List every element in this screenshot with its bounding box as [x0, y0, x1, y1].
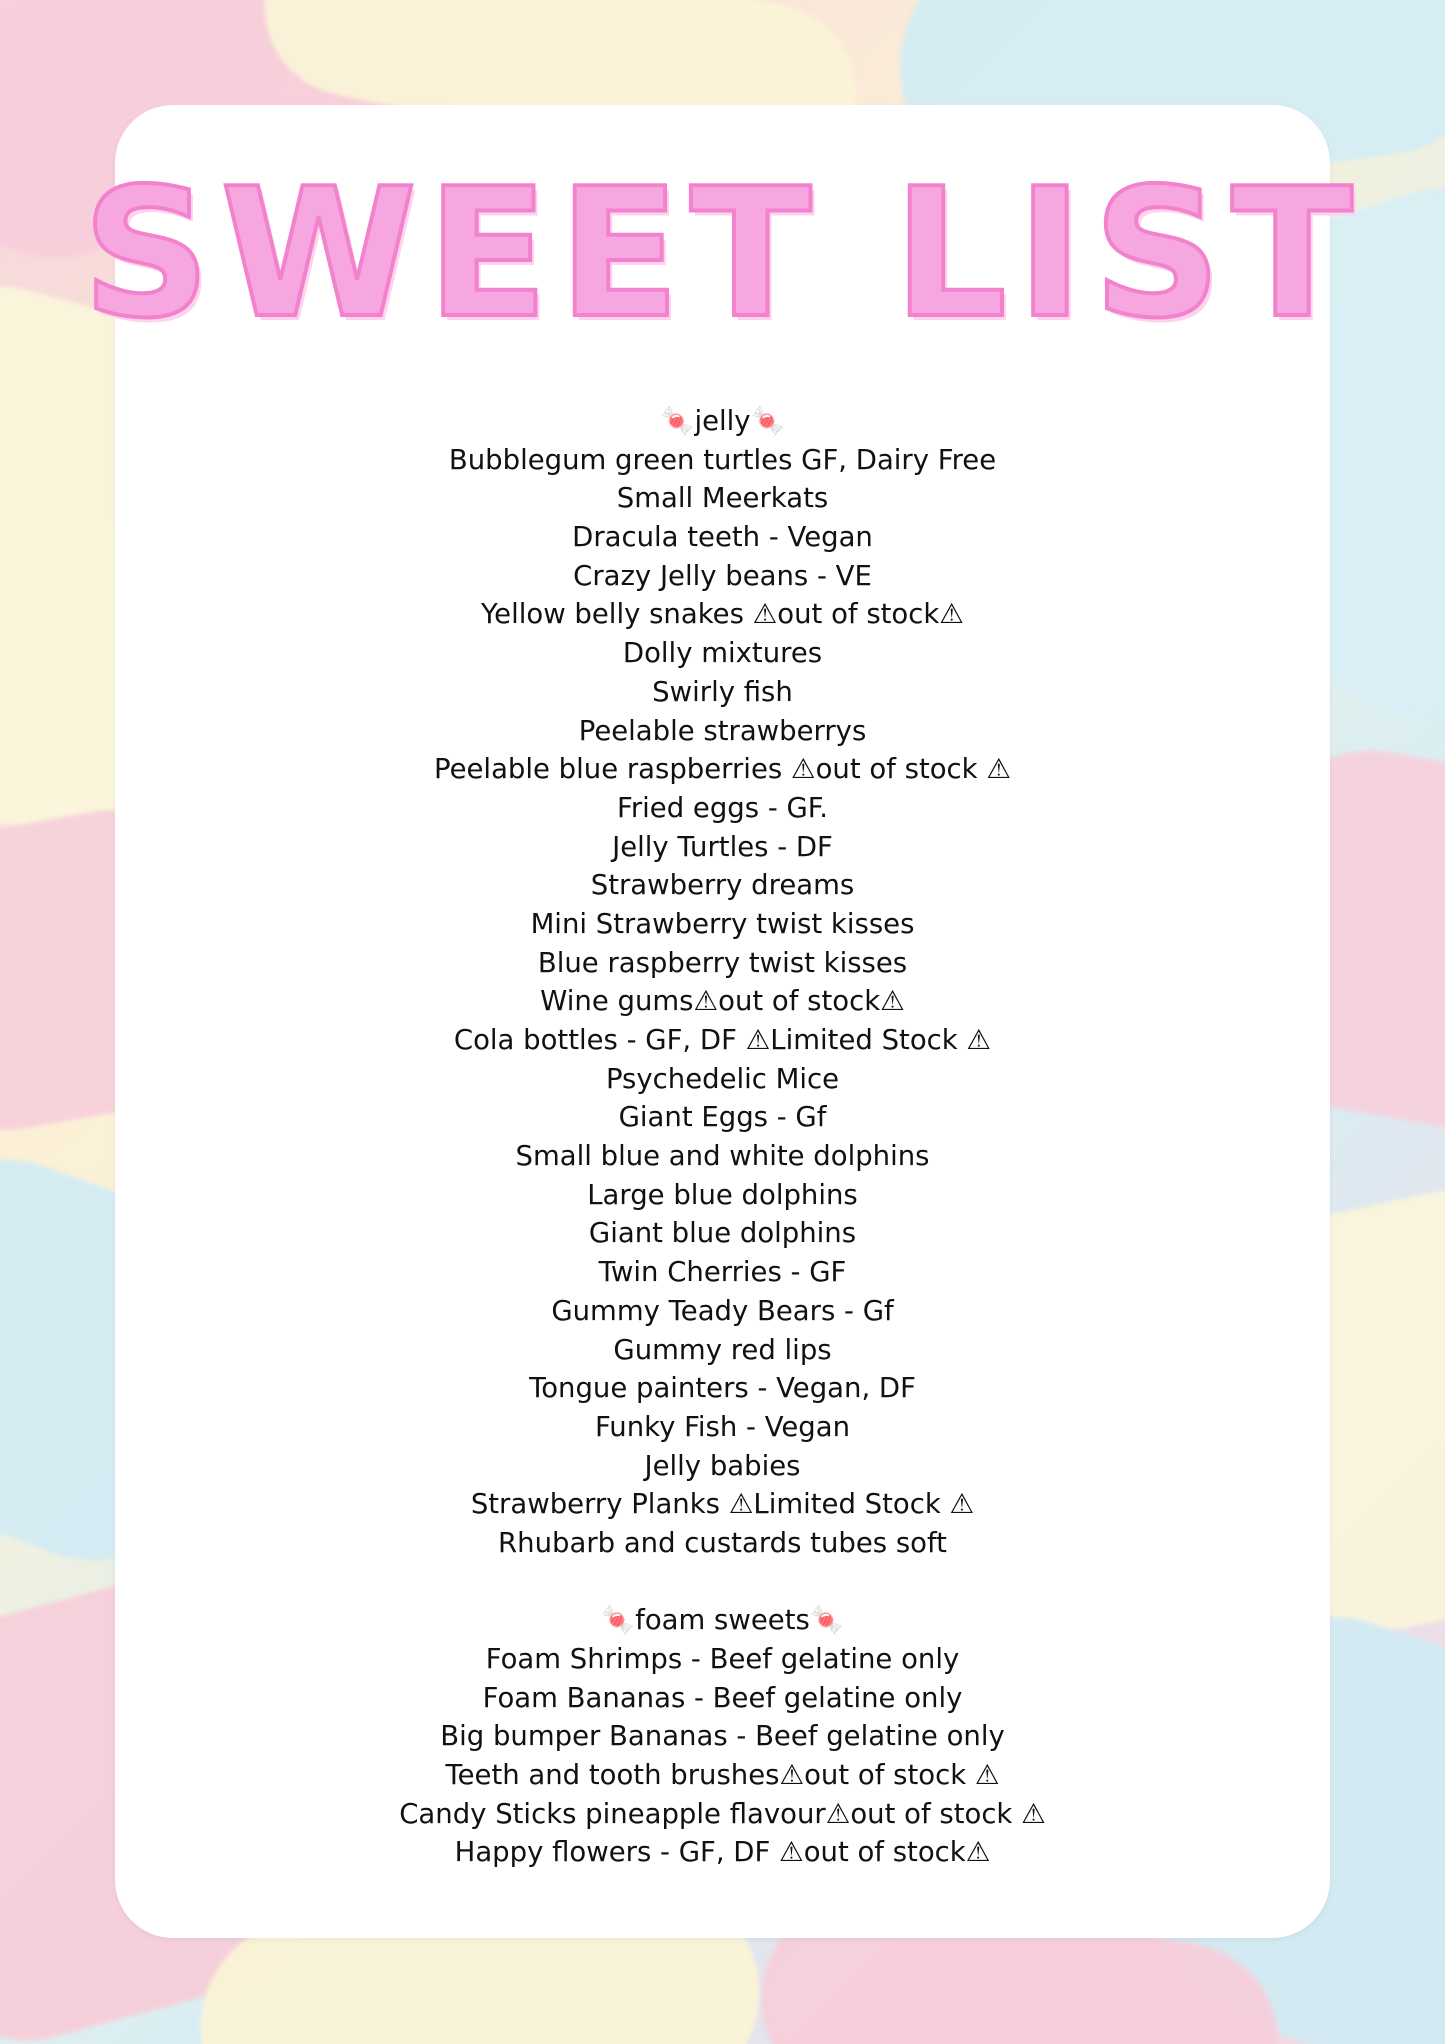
list-item: Peelable strawberrys: [578, 714, 867, 747]
list-item: Giant Eggs - Gf: [618, 1101, 827, 1134]
list-item: Crazy Jelly beans - VE: [573, 559, 872, 592]
candy-icon: 🍬: [809, 1604, 845, 1637]
list-item: Twin Cherries - GF: [598, 1256, 847, 1289]
list-item: Gummy red lips: [613, 1333, 832, 1366]
list-item: Giant blue dolphins: [588, 1217, 857, 1250]
list-item: Bubblegum green turtles GF, Dairy Free: [448, 443, 997, 476]
list-item: Small blue and white dolphins: [515, 1140, 930, 1173]
list-item: Swirly fish: [652, 675, 793, 708]
list-item: Candy Sticks pineapple flavour⚠out of stock ⚠: [399, 1797, 1046, 1830]
list-item: Wine gums⚠out of stock⚠: [540, 985, 905, 1018]
section-heading-label: jelly: [694, 405, 751, 437]
list-item: Dracula teeth - Vegan: [572, 521, 873, 554]
candy-icon: 🍬: [660, 405, 695, 437]
sweet-list: [0, 402, 1445, 1872]
list-item: Large blue dolphins: [587, 1178, 858, 1211]
list-item: Jelly Turtles - DF: [612, 830, 833, 863]
list-item: Rhubarb and custards tubes soft: [498, 1526, 947, 1559]
list-item: Small Meerkats: [616, 482, 829, 515]
candy-icon: 🍬: [750, 405, 785, 437]
list-item: Funky Fish - Vegan: [594, 1410, 851, 1443]
list-item: Big bumper Bananas - Beef gelatine only: [440, 1720, 1005, 1753]
list-item: Peelable blue raspberries ⚠out of stock ⚠: [433, 753, 1011, 786]
list-item: Happy flowers - GF, DF ⚠out of stock⚠: [454, 1836, 991, 1869]
list-item: Strawberry dreams: [590, 869, 855, 902]
list-item: Yellow belly snakes ⚠out of stock⚠: [481, 598, 964, 631]
list-item: Tongue painters - Vegan, DF: [529, 1372, 916, 1405]
list-item: Blue raspberry twist kisses: [537, 946, 908, 979]
page-title: SWEET LIST: [82, 150, 1363, 357]
list-item: Strawberry Planks ⚠Limited Stock ⚠: [470, 1488, 975, 1521]
section-spacer: [0, 1563, 1445, 1602]
list-item: Gummy Teady Bears - Gf: [551, 1294, 894, 1327]
list-item: Cola bottles - GF, DF ⚠Limited Stock ⚠: [453, 1024, 992, 1056]
section-heading-label: foam sweets: [635, 1604, 810, 1637]
list-item: Foam Shrimps - Beef gelatine only: [485, 1643, 960, 1675]
list-item: Teeth and tooth brushes⚠out of stock ⚠: [445, 1759, 1000, 1792]
section-heading-jelly: [0, 402, 1445, 441]
list-item: Fried eggs - GF.: [617, 791, 828, 824]
list-item: Jelly babies: [644, 1449, 801, 1482]
section-heading-foam-sweets: [0, 1601, 1445, 1640]
list-item: Mini Strawberry twist kisses: [530, 907, 915, 940]
list-item: Dolly mixtures: [622, 637, 823, 670]
list-item: Psychedelic Mice: [605, 1062, 840, 1095]
list-item: Foam Bananas - Beef gelatine only: [482, 1681, 963, 1714]
candy-icon: 🍬: [600, 1604, 636, 1637]
